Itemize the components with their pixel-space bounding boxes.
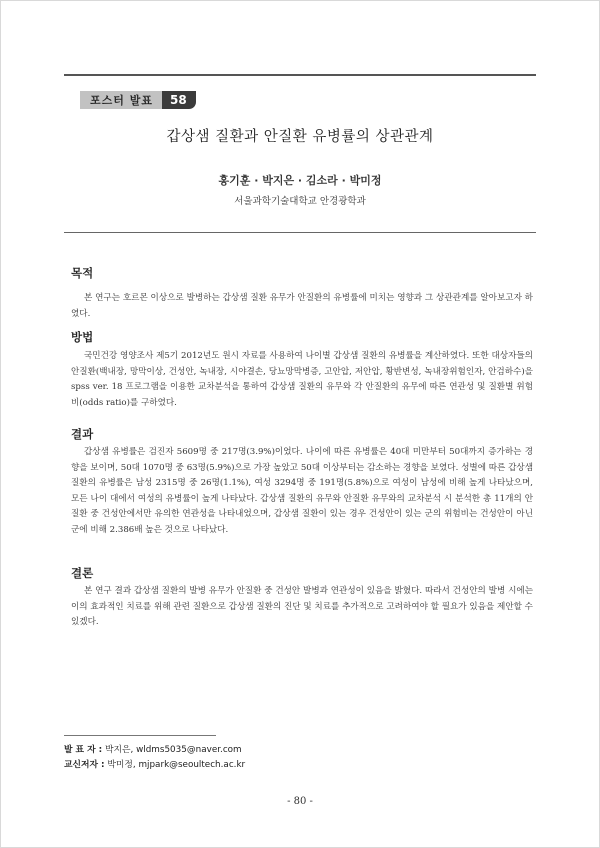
page-number: - 80 -	[287, 796, 313, 807]
presenter-value: 박지은, wldms5035@naver.com	[105, 745, 242, 755]
poster-tag-label: 포스터 발표	[80, 91, 162, 109]
top-rule	[64, 74, 536, 76]
presenter-contact	[64, 742, 242, 755]
affiliation: 서울과학기술대학교 안경광학과	[234, 196, 366, 207]
section-body-conclusion: 본 연구 결과 갑상샘 질환의 발병 유무가 안질환 중 건성안 발병과 연관성이 있음을 밝혔다. 따라서 건성안의 발병 시에는 이의 효과적인 치료를 위해 관련 질환으로 갑상샘 질환의 진단 및 치료를 추가적으로 고려하여야 할 필요가 있음을 제안할 수 있겠다.	[71, 586, 533, 627]
header-bottom-rule	[64, 232, 536, 233]
section-heading-methods: 방법	[71, 330, 94, 344]
section-heading-results: 결과	[71, 427, 94, 441]
poster-tag-number: 58	[162, 91, 196, 109]
section-heading-conclusion: 결론	[71, 566, 94, 580]
corresponding-label: 교신저자 :	[64, 760, 105, 770]
section-heading-purpose: 목적	[71, 266, 94, 280]
footnote-rule	[64, 735, 216, 736]
presenter-label: 발 표 자 :	[64, 745, 103, 755]
corresponding-value: 박미정, mjpark@seoultech.ac.kr	[107, 760, 246, 770]
section-body-purpose: 본 연구는 호르몬 이상으로 발병하는 갑상샘 질환 유무가 안질환의 유병률에 미치는 영향과 그 상관관계를 알아보고자 하였다.	[71, 293, 533, 319]
author-list: 홍기훈 · 박지은 · 김소라 · 박미정	[218, 174, 382, 187]
page-title: 갑상샘 질환과 안질환 유병률의 상관관계	[166, 129, 434, 145]
section-body-results: 갑상샘 유병률은 검진자 5609명 중 217명(3.9%)이었다. 나이에 따른 유병률은 40대 미만부터 50대까지 증가하는 경향을 보이며, 50대 1070명 중 63명(5.9%)으로 가장 높았고 50대 이상부터는 감소하는 경향을 보였다. 성별에 따른 갑상샘 질환의 유병률은 남성 2315명 중 26명(1.1%), 여성 3294명 중 191명(5.8%)으로 여성이 남성에 비해 높게 나타났으며, 모든 나이 대에서 여성의 유병률이 높게 나타났다. 갑상샘 질환의 유무와 안질환 유무와의 교차분석 시 분석한 총 11개의 안질환 중 건성안에서만 유의한 연관성을 나타내었으며, 갑상샘 질환이 있는 경우 건성안이 있는 군의 위험비는 건성안이 아닌 군에 비해 2.386배 높은 것으로 나타났다.	[71, 447, 533, 535]
poster-tag	[80, 91, 196, 109]
section-body-methods: 국민건강 영양조사 제5기 2012년도 원시 자료를 사용하여 나이별 갑상샘 질환의 유병률을 계산하였다. 또한 대상자들의 안질환(백내장, 망막이상, 건성안, 녹내장, 시야결손, 당뇨망막병증, 고안압, 저안압, 황반변성, 녹내장위험인자, 안검하수)을 spss ver. 18 프로그램을 이용한 교차분석을 통하여 갑상샘 질환의 유무와 각 안질환의 유무에 따른 연관성 및 질환별 위험비(odds ratio)를 구하였다.	[71, 351, 533, 408]
corresponding-contact	[64, 757, 245, 770]
